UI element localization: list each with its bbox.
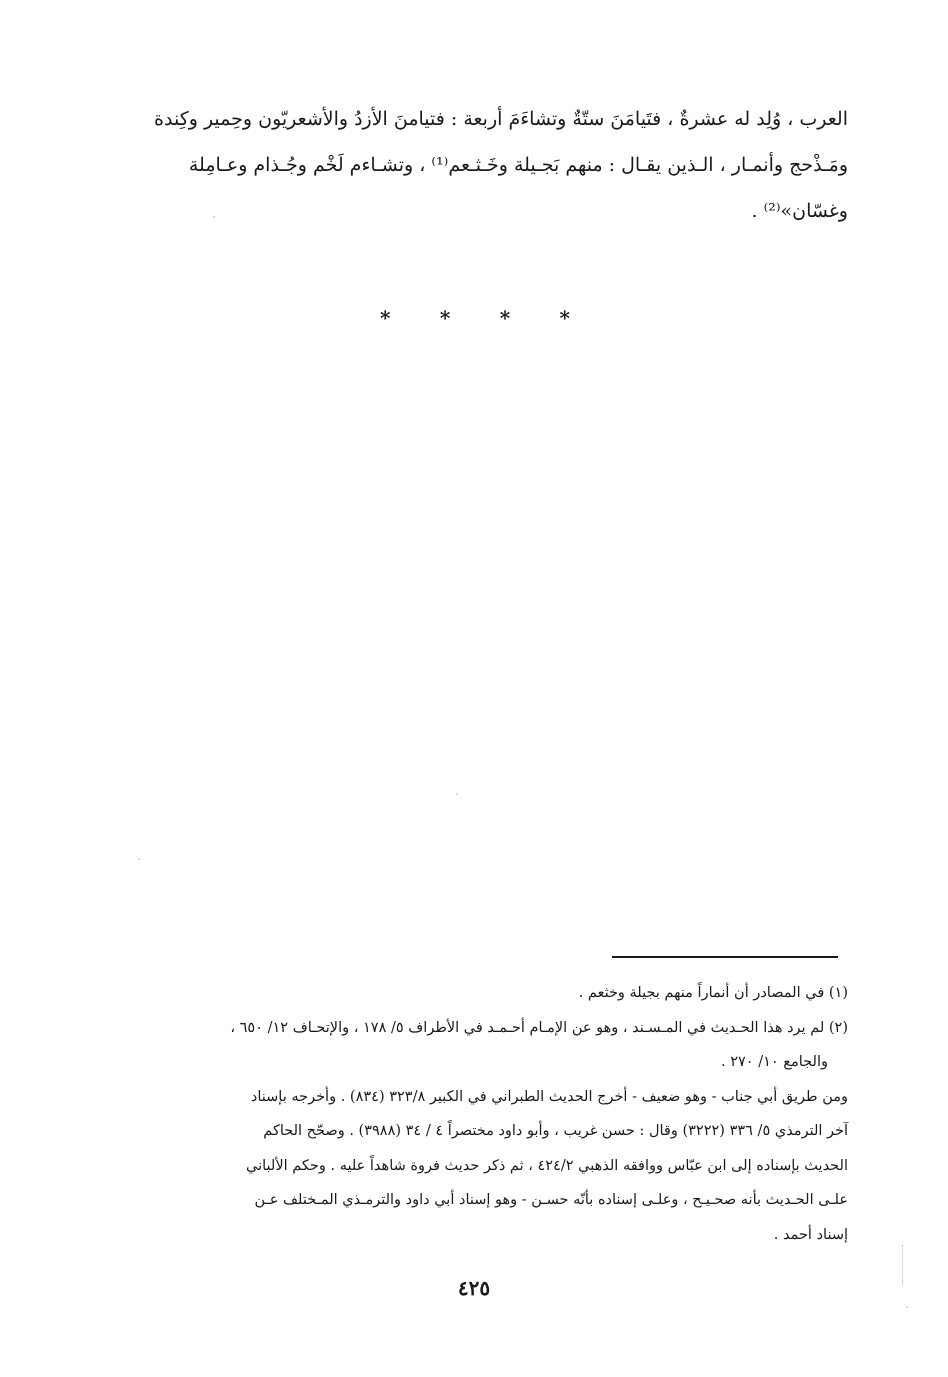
footnote-2-line-4: آخر الترمذي ٥/ ٣٣٦ (٣٢٢٢) وقال : حسن غريب ، وأبو داود مختصراً ٤ / ٣٤ (٣٩٨٨) . وصحّح الحاكم (263, 1123, 848, 1139)
scan-margin-mark (902, 1245, 905, 1285)
footnote-divider (612, 956, 838, 958)
scan-speck (213, 216, 215, 218)
body-line-3: وغسّان»⁽²⁾ . (751, 200, 848, 222)
page-number: ٤٢٥ (457, 1276, 491, 1300)
footnotes-section (94, 976, 848, 1252)
body-line-1: العرب ، وُلِد له عشرةٌ ، فتَيامَنَ ستّةٌ وتشاءَمَ أربعة : فتيامنَ الأزدُ والأشعريّون وحِمير وكِندة (154, 108, 848, 130)
body-line-2: ومَـذْحج وأنمـار ، الـذين يقـال : منهم بَجـيلة وخَـثـعم⁽¹⁾ ، وتشـاءم لَخْم وجُـذام وعـامِلة (188, 154, 848, 176)
scan-speck (906, 1306, 908, 1308)
footnote-1: (١) في المصادر أن أنماراً منهم بجيلة وخثعم . (578, 985, 848, 1001)
footnote-2-line-5: الحديث بإسناده إلى ابن عبّاس ووافقه الذهبي ٤٢٤/٢ ، ثم ذكر حديث فروة شاهداً عليه . وحكم الألباني (246, 1157, 848, 1174)
separator-star: * (499, 306, 511, 330)
separator-star: * (380, 306, 391, 330)
separator-star: * (559, 306, 570, 330)
footnote-2-line-3: ومن طريق أبي جناب - وهو ضعيف - أخرج الحديث الطبراني في الكبير ٣٢٣/٨ (٨٣٤) . وأخرجه بإسناد (250, 1088, 848, 1105)
footnote-2-line-7: إسناد أحمد . (773, 1226, 848, 1243)
separator-star: * (439, 306, 451, 330)
footnote-2-line-2: والجامع ١٠/ ٢٧٠ . (721, 1054, 828, 1070)
scan-speck (138, 858, 140, 860)
footnote-2-line-1: (٢) لم يرد هذا الحـديث في المـسـند ، وهو عن الإمـام أحـمـد في الأطراف ٥/ ١٧٨ ، والإتحـاف ١٢/ ٦٥٠ ، (230, 1019, 848, 1036)
section-separator (380, 306, 570, 330)
scan-speck (456, 793, 458, 795)
main-body-text (100, 96, 848, 234)
footnote-2-line-6: علـى الحـديث بأنه صحـيـح ، وعلـى إسناده بأنّه حسـن - وهو إسناد أبي داود والترمـذي المـختلف عـن (254, 1192, 848, 1208)
